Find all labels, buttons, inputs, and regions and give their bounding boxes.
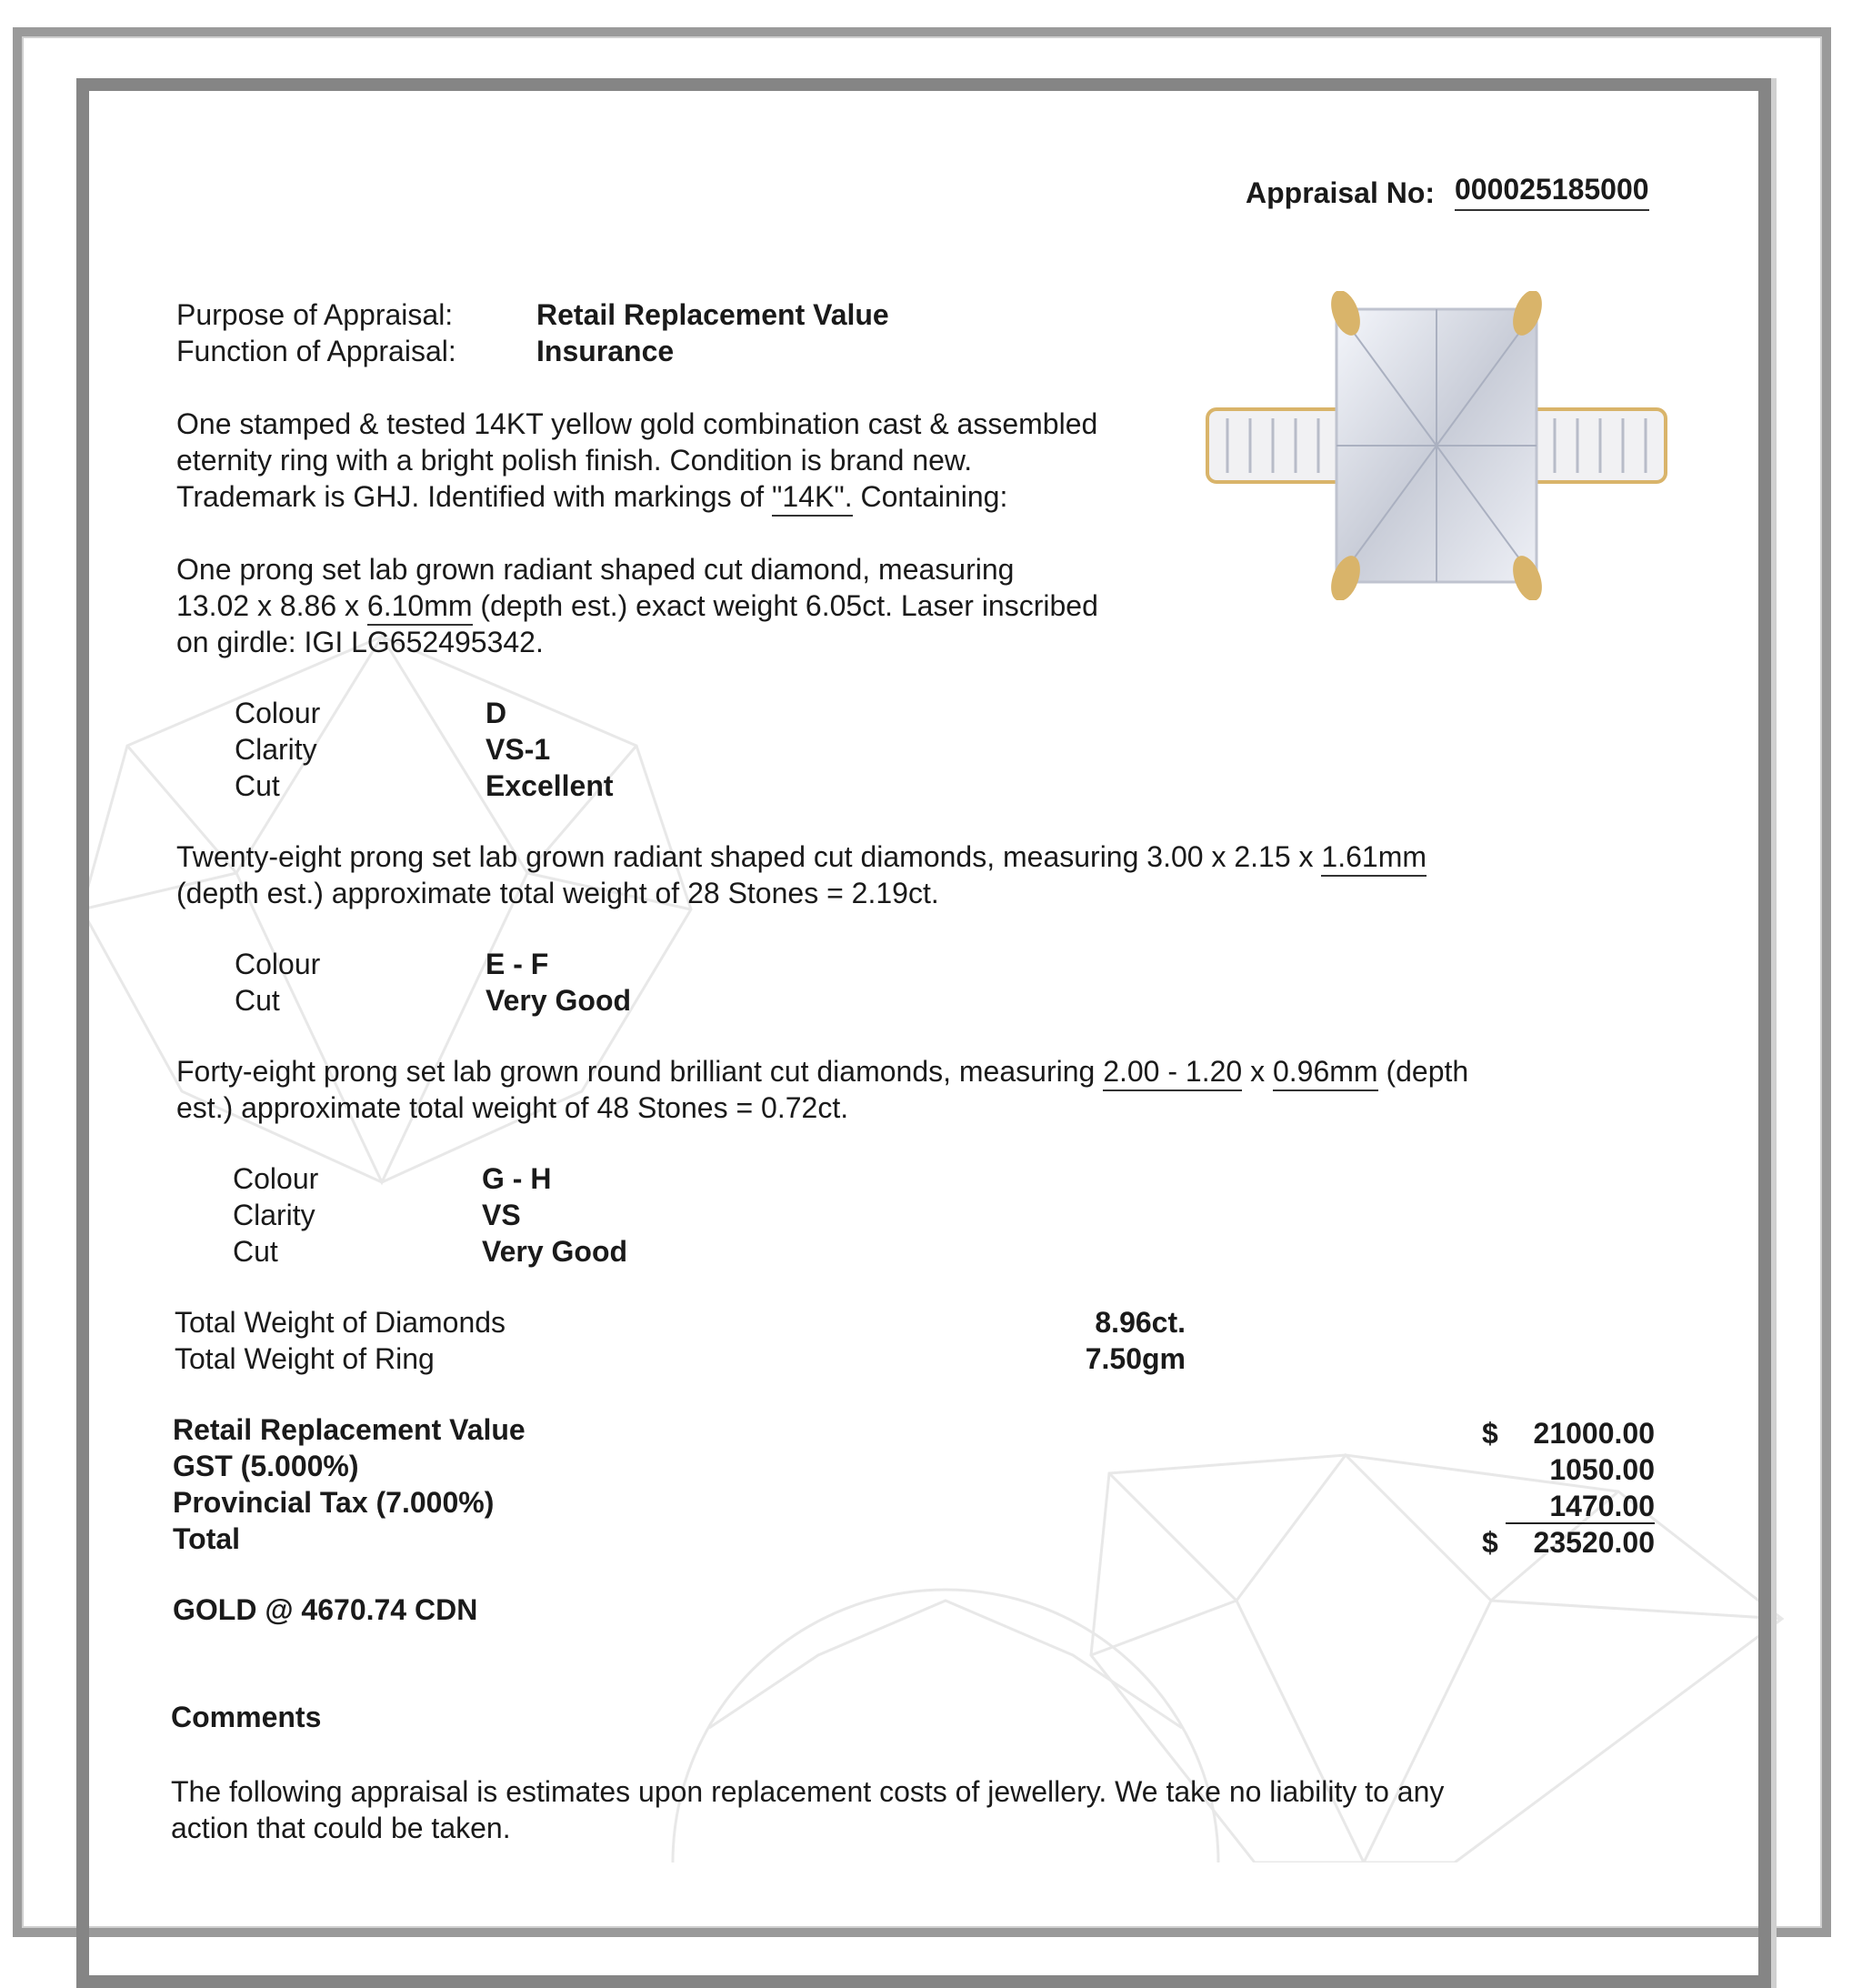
grade-label: Colour	[233, 1162, 319, 1195]
grade-value: VS-1	[486, 733, 551, 766]
grade-label: Colour	[235, 948, 321, 980]
side-stones-2-line-2: est.) approximate total weight of 48 Stones = 0.72ct.	[176, 1091, 849, 1124]
side-stones-1-depth: 1.61mm	[1321, 840, 1427, 877]
comments-line-1: The following appraisal is estimates upon replacement costs of jewellery. We take no liability to any	[171, 1775, 1445, 1808]
side-stones-2-text: Forty-eight prong set lab grown round brilliant cut diamonds, measuring	[176, 1055, 1096, 1088]
gst-value: 1050.00	[1549, 1453, 1655, 1486]
side-stones-2-x: x	[1250, 1055, 1266, 1088]
grade-value: VS	[482, 1199, 521, 1231]
center-stone-dimensions: 13.02 x 8.86 x	[176, 589, 360, 622]
grade-value: D	[486, 697, 507, 729]
side-stones-2-size: 2.00 - 1.20	[1103, 1055, 1242, 1091]
center-stone-line-1: One prong set lab grown radiant shaped cut diamond, measuring	[176, 553, 1015, 586]
side-stones-2-line-1	[176, 1053, 1468, 1089]
description-line-1: One stamped & tested 14KT yellow gold combination cast & assembled	[176, 407, 1098, 440]
grade-label: Colour	[235, 697, 321, 729]
comments-heading: Comments	[171, 1701, 322, 1733]
gst-label: GST (5.000%)	[173, 1450, 359, 1482]
description-line-2: eternity ring with a bright polish finish. Condition is brand new.	[176, 444, 973, 477]
gold-price: GOLD @ 4670.74 CDN	[173, 1593, 478, 1626]
purpose-value: Retail Replacement Value	[536, 298, 889, 331]
side-stones-1-line-1	[176, 838, 1427, 875]
appraisal-number-label: Appraisal No:	[1246, 176, 1436, 209]
provincial-tax-label: Provincial Tax (7.000%)	[173, 1486, 495, 1519]
purpose-label: Purpose of Appraisal:	[176, 298, 454, 331]
side-stones-2-depth-note: (depth	[1386, 1055, 1469, 1088]
grade-value: E - F	[486, 948, 549, 980]
center-stone-weight: (depth est.) exact weight 6.05ct. Laser inscribed	[480, 589, 1098, 622]
total-weight-ring-label: Total Weight of Ring	[175, 1342, 435, 1375]
valuation-label: Retail Replacement Value	[173, 1413, 526, 1446]
grade-value: Excellent	[486, 769, 614, 802]
grade-value: G - H	[482, 1162, 552, 1195]
function-label: Function of Appraisal:	[176, 335, 456, 367]
grade-value: Very Good	[482, 1235, 628, 1268]
total-label: Total	[173, 1522, 241, 1555]
total-weight-diamonds-label: Total Weight of Diamonds	[175, 1306, 506, 1339]
side-stones-1-line-2: (depth est.) approximate total weight of 28 Stones = 2.19ct.	[176, 877, 939, 909]
center-stone-line-2	[176, 587, 1098, 624]
center-stone-line-3: on girdle: IGI LG652495342.	[176, 626, 544, 658]
side-stones-1-text: Twenty-eight prong set lab grown radiant shaped cut diamonds, measuring 3.00 x 2.15 x	[176, 840, 1314, 873]
description-line-3	[176, 478, 1007, 515]
marking-value: "14K".	[772, 480, 853, 517]
valuation-value: 21000.00	[1533, 1417, 1655, 1450]
grade-value: Very Good	[486, 984, 632, 1017]
center-stone-depth: 6.10mm	[367, 589, 473, 626]
description-containing: Containing:	[860, 480, 1008, 513]
grade-label: Clarity	[233, 1199, 315, 1231]
grade-label: Cut	[235, 984, 280, 1017]
grade-label: Cut	[233, 1235, 278, 1268]
total-weight-diamonds-value: 8.96ct.	[1095, 1306, 1186, 1339]
grade-label: Cut	[235, 769, 280, 802]
description-line-3-text: Trademark is GHJ. Identified with markings of	[176, 480, 765, 513]
function-value: Insurance	[536, 335, 675, 367]
currency-symbol: $	[1482, 1417, 1498, 1450]
currency-symbol: $	[1482, 1526, 1498, 1559]
appraisal-number-value: 000025185000	[1455, 171, 1649, 211]
total-value: 23520.00	[1533, 1526, 1655, 1559]
provincial-tax-value: 1470.00	[1549, 1490, 1655, 1522]
total-weight-ring-value: 7.50gm	[1085, 1342, 1186, 1375]
side-stones-2-depth: 0.96mm	[1273, 1055, 1378, 1091]
comments-line-2: action that could be taken.	[171, 1812, 511, 1844]
ring-photo	[1200, 291, 1673, 600]
grade-label: Clarity	[235, 733, 317, 766]
